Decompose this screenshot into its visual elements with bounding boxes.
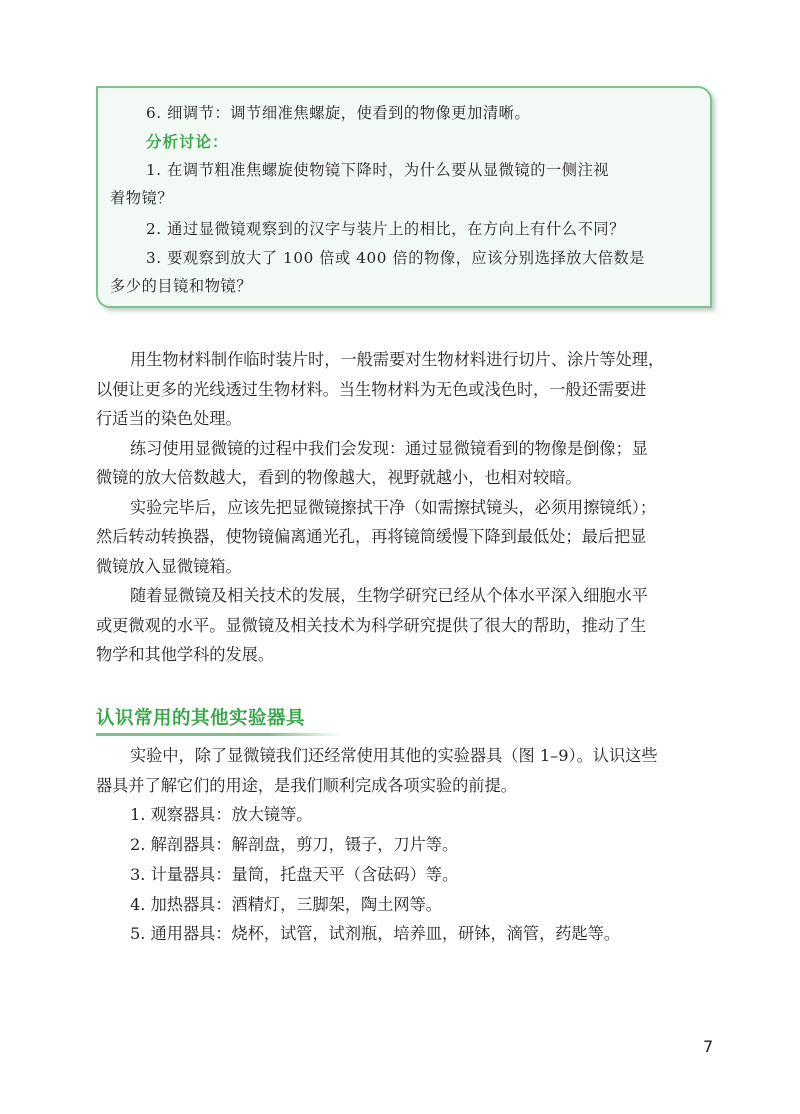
question-3-line-1: 3. 要观察到放大了 100 倍或 400 倍的物像，应该分别选择放大倍数是 <box>146 249 646 267</box>
step-6-text: 6. 细调节：调节细准焦螺旋，使看到的物像更加清晰。 <box>146 104 531 122</box>
paragraph-1-line-1: 用生物材料制作临时装片时，一般需要对生物材料进行切片、涂片等处理， <box>130 350 665 369</box>
paragraph-1-line-3: 行适当的染色处理。 <box>96 409 242 428</box>
paragraph-3-line-1: 实验完毕后，应该先把显微镜擦拭干净（如需擦拭镜头，必须用擦镜纸）； <box>130 498 657 517</box>
discussion-box <box>96 86 712 308</box>
question-1-line-1: 1. 在调节粗准焦螺旋使物镜下降时，为什么要从显微镜的一侧注视 <box>146 161 610 179</box>
paragraph-2-line-1: 练习使用显微镜的过程中我们会发现：通过显微镜看到的物像是倒像；显 <box>130 439 648 458</box>
paragraph-4-line-1: 随着显微镜及相关技术的发展，生物学研究已经从个体水平深入细胞水平 <box>130 586 648 605</box>
paragraph-3-line-3: 微镜放入显微镜箱。 <box>96 557 242 576</box>
section-intro-line-1: 实验中，除了显微镜我们还经常使用其他的实验器具（图 1–9）。认识这些 <box>130 746 658 765</box>
paragraph-1-line-2: 以便让更多的光线透过生物材料。当生物材料为无色或浅色时，一般还需要进 <box>96 380 647 399</box>
paragraph-4-line-3: 物学和其他学科的发展。 <box>96 645 275 664</box>
discussion-title: 分析讨论： <box>146 133 229 151</box>
list-item: 4. 加热器具：酒精灯，三脚架，陶土网等。 <box>130 895 442 914</box>
list-item: 3. 计量器具：量筒，托盘天平（含砝码）等。 <box>130 865 459 884</box>
section-intro-line-2: 器具并了解它们的用途，是我们顺利完成各项实验的前提。 <box>96 776 517 795</box>
question-3-line-2: 多少的目镜和物镜？ <box>110 277 253 295</box>
page-number: 7 <box>703 1037 714 1056</box>
paragraph-3-line-2: 然后转动转换器，使物镜偏离通光孔，再将镜筒缓慢下降到最低处；最后把显 <box>96 527 647 546</box>
question-1-line-2: 着物镜？ <box>110 189 174 207</box>
paragraph-2-line-2: 微镜的放大倍数越大，看到的物像越大，视野就越小，也相对较暗。 <box>96 468 582 487</box>
list-item: 5. 通用器具：烧杯，试管，试剂瓶，培养皿，研钵，滴管，药匙等。 <box>130 924 621 943</box>
paragraph-4-line-2: 或更微观的水平。显微镜及相关技术为科学研究提供了很大的帮助，推动了生 <box>96 616 647 635</box>
section-heading: 认识常用的其他实验器具 <box>96 708 306 729</box>
list-item: 1. 观察器具：放大镜等。 <box>130 805 313 824</box>
list-item: 2. 解剖器具：解剖盘，剪刀，镊子，刀片等。 <box>130 835 459 854</box>
section-heading-underline <box>96 733 342 736</box>
question-2: 2. 通过显微镜观察到的汉字与装片上的相比，在方向上有什么不同？ <box>146 220 625 238</box>
